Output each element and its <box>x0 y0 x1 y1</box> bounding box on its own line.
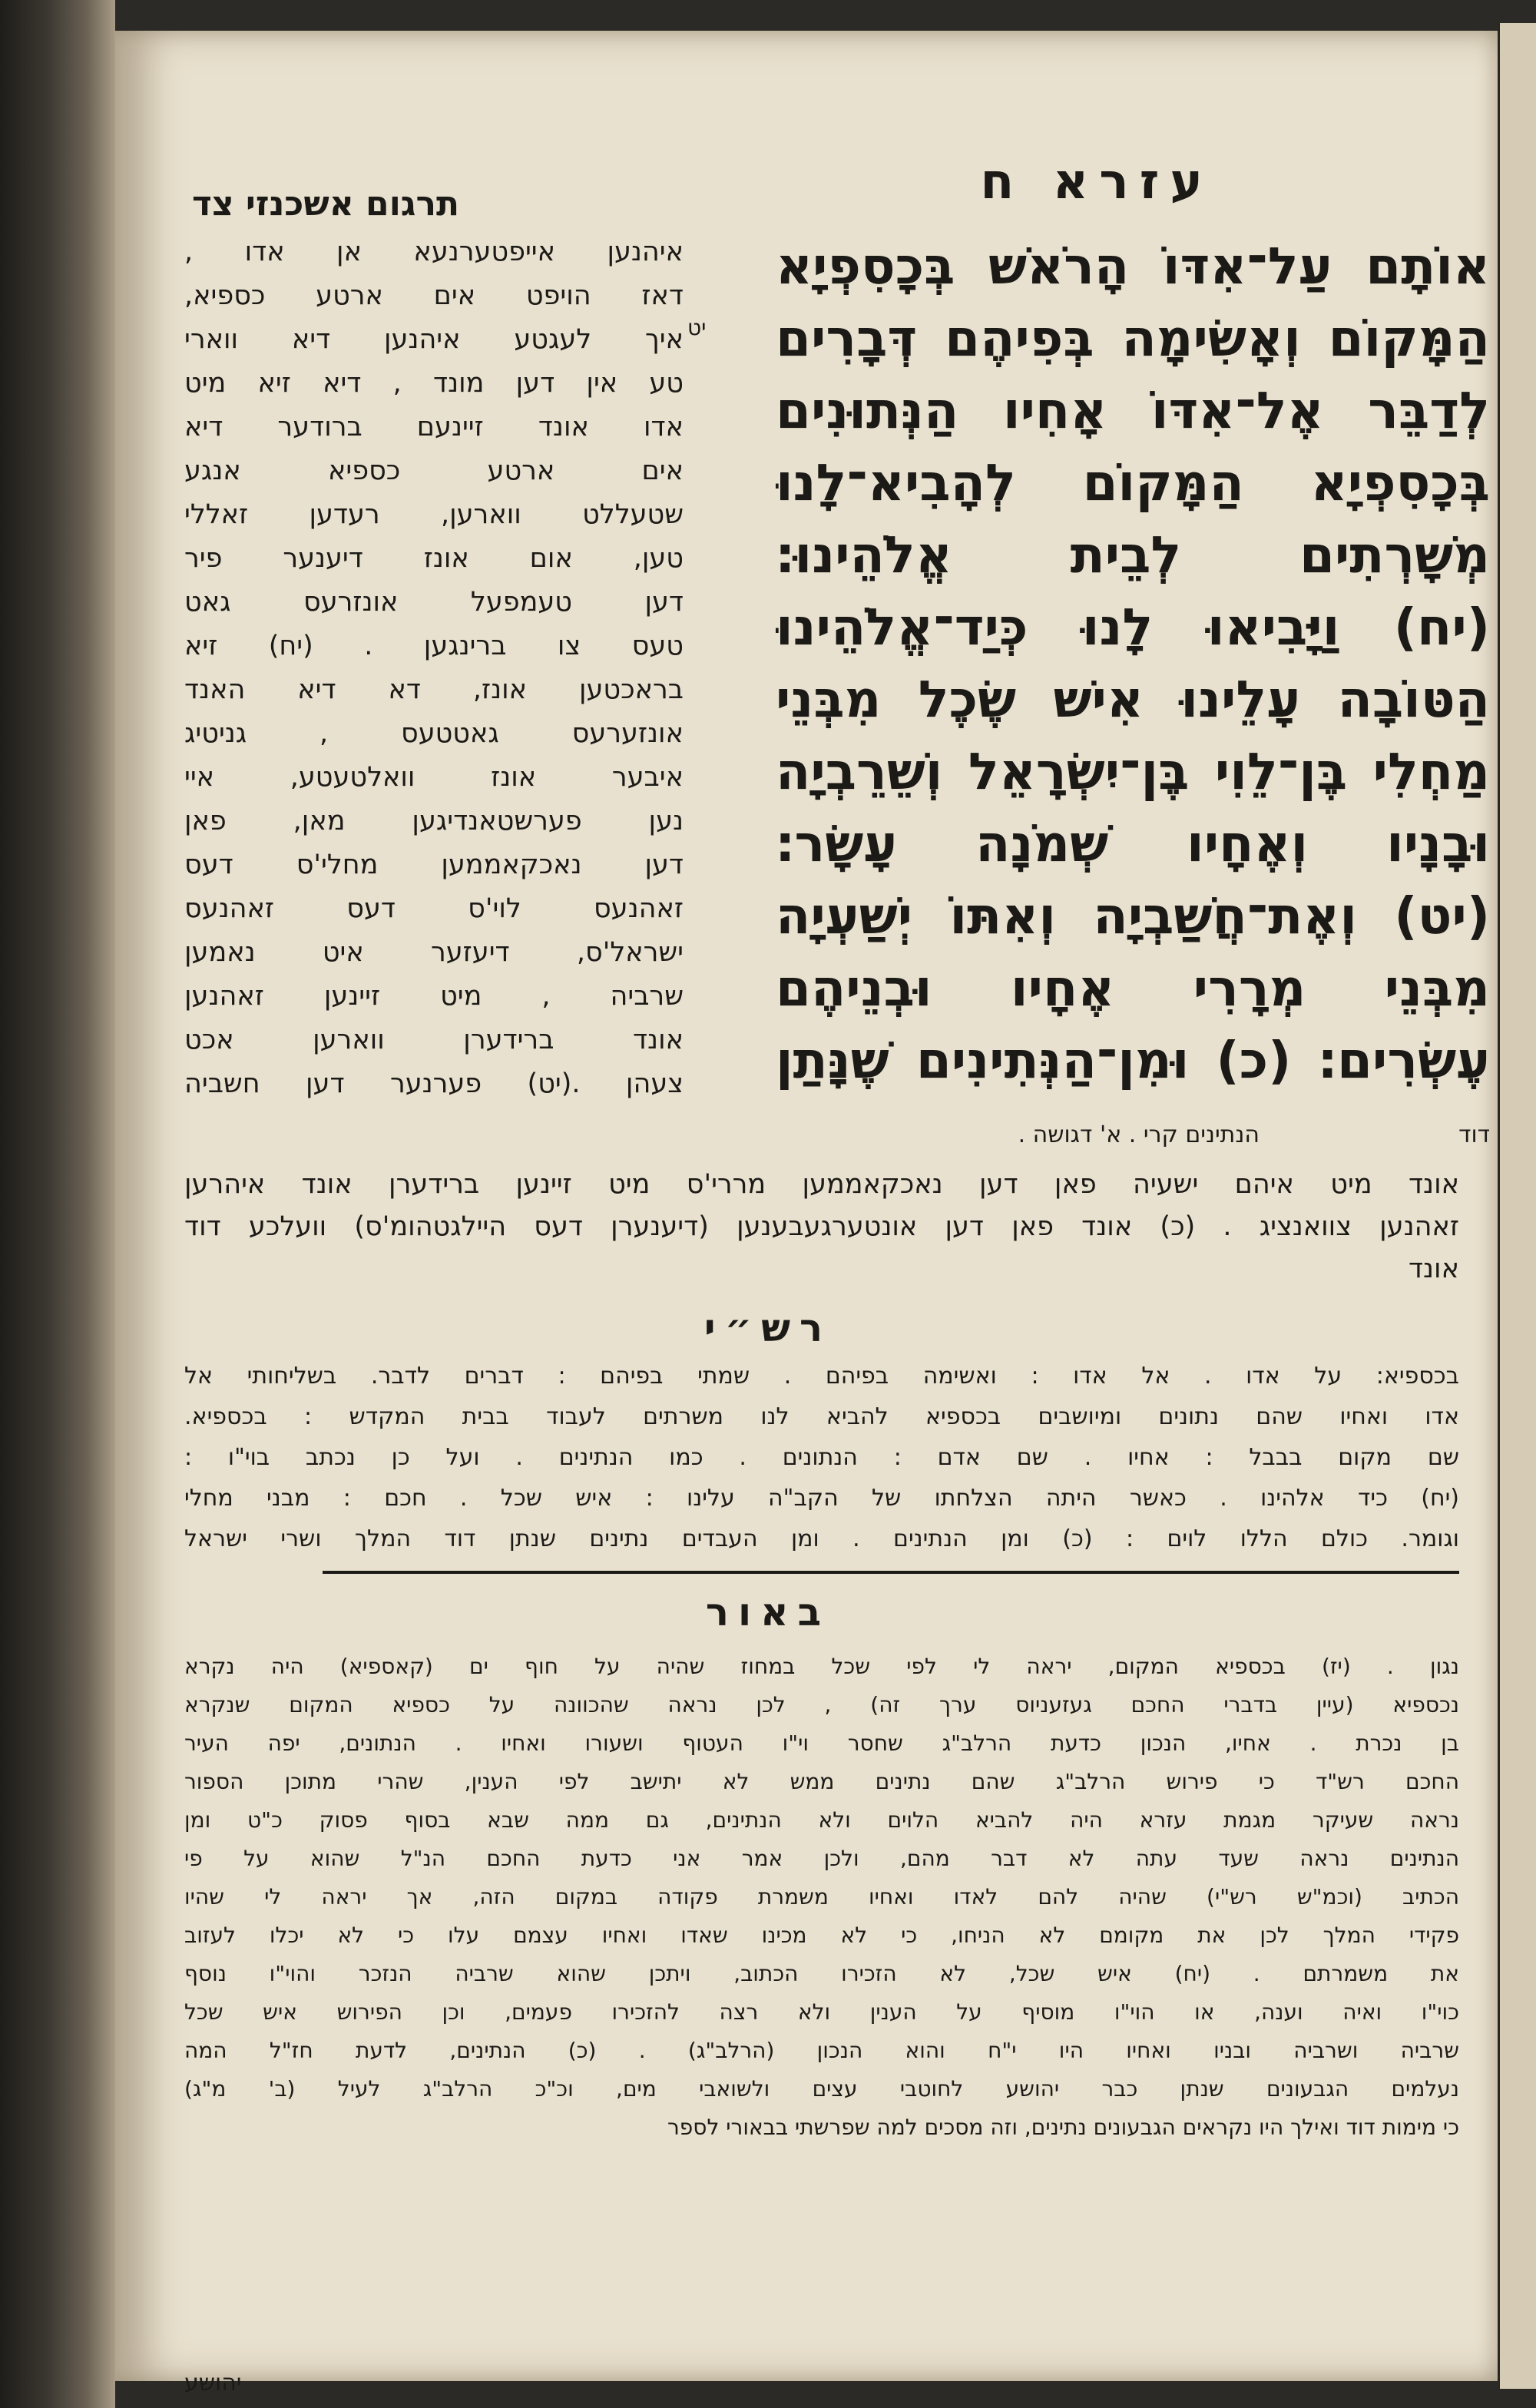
biur-line: שרביה ושרביה ובניו ואחיו היו י"ח והוא הנכון (הרלב"ג) . (כ) הנתינים, לדעת חז"ל המה <box>184 2038 1459 2063</box>
biur-line: נגון . (יז) בכספיא המקום, יראה לי לפי שכל במחוז שהיה על חוף ים (קאספיא) היה נקרא <box>184 1654 1459 1679</box>
biur-line: החכם רש"ד כי פירוש הרלב"ג שהם נתינים ממש לא יתישב לפי הענין, שהרי מתוכן הספור <box>184 1769 1459 1794</box>
translation-line: שטעללט ווארען, רעדען זאללי <box>184 499 684 530</box>
biur-line: כי מימות דוד ואילך היו נקראים הגבעונים נתינים, וזה מסכים למה שפרשתי בבאורי לספר <box>667 2115 1459 2140</box>
main-text-line: לְדַבֵּר אֶל־אִדּוֹ אָחִיו הַנְּתוּנִים <box>776 381 1490 440</box>
translation-line: טען, אום אונז דיענער פיר <box>184 543 684 574</box>
translation-line: אונד מיט איהם ישעיה פאן דען נאכקאממען מררי'ס מיט זיינען ברידערן אונד איהרען <box>184 1169 1459 1200</box>
main-text-line: מִבְּנֵי מְרָרִי אֶחָיו וּבְנֵיהֶם <box>776 959 1490 1018</box>
translation-line: אונד ברידערן ווארען אכט <box>184 1025 684 1055</box>
main-text-line: (יט) וְאֶת־חֲשַׁבְיָה וְאִתּוֹ יְשַׁעְיָה <box>776 886 1490 946</box>
main-text-line: וּבָנָיו וְאֶחָיו שְׁמֹנָה עָשָׂר׃ <box>776 814 1490 873</box>
biur-line: נכספיא (עיין בדברי החכם געזעניוס ערך זה) , לכן נראה שהכוונה על כספיא המקום שנקרא <box>184 1692 1459 1717</box>
biur-line: נראה שעיקר מגמת עזרא היה להביא הלוים ולא הנתינים, גם ממה שבא בסוף פסוק כ"ט ומן <box>184 1807 1459 1833</box>
main-text-line: (יח) וַיָּבִיאוּ לָנוּ כְּיַד־אֱלֹהֵינוּ <box>776 598 1490 657</box>
catchword-note: דוד <box>1458 1121 1490 1148</box>
rashi-line: אדו ואחיו שהם נתונים ומיושבים בכספיא להביא לנו משרתים לעבוד בבית המקדש : בכספיא. <box>184 1403 1459 1430</box>
translation-line: טעס צו ברינגען . (יח) זיא <box>184 631 684 661</box>
biur-line: פקידי המלך לכן את מקומם לא הניחו, כי לא מכינו שאדו ואחיו עצמם עלו כי לא יכלו לעזוב <box>184 1923 1459 1948</box>
translation-line: אונד <box>1408 1254 1459 1284</box>
biur-title: באור <box>705 1590 831 1635</box>
rashi-commentary <box>184 1356 1459 1559</box>
translation-line: אונזערעס גאטטעס , גניטיג <box>184 718 684 749</box>
main-text-line: הַטּוֹבָה עָלֵינוּ אִישׁ שֶׂכֶל מִבְּנֵי <box>776 670 1490 729</box>
translation-continuation <box>184 1164 1459 1290</box>
main-text-line: מַחְלִי בֶּן־לֵוִי בֶּן־יִשְׂרָאֵל וְשֵׁרֵבְיָה <box>776 742 1490 801</box>
biur-line: נעלמים הגבעונים שנתן כבר יהושע לחוטבי עצים ולשואבי מים, וכ"כ הרלב"ג לעיל (ב' מ"ג) <box>184 2076 1459 2102</box>
rashi-line: בכספיא: על אדו . אל אדו : ואשימה בפיהם . שמתי בפיהם : דברים לדבר. בשליחותי אל <box>184 1363 1459 1389</box>
verse-marker: יט <box>687 315 707 340</box>
page-header-translation: תרגום אשכנזי צד <box>192 184 460 224</box>
biur-line: הכתיב (וכמ"ש רש"י) שהיה להם לאדו ואחיו משמרת פקודה במקום הזה, אך יראה לי שהיו <box>184 1884 1459 1910</box>
biur-line: בן נכרת . אחיו, הנכון כדעת הרלב"ג שחסר וי"ו העטוף ושעורו ואחיו . הנתונים, יפה העיר <box>184 1731 1459 1756</box>
section-divider <box>323 1571 1459 1574</box>
translation-line: נען פערשטאנדיגען מאן, פאן <box>184 806 684 836</box>
translation-line: שרביה , מיט זיינען זאהנען <box>184 981 684 1012</box>
translation-line: אדו אונד זיינעם ברודער דיא <box>184 412 684 442</box>
translation-line: דאז הויפט אים ארטע כספיא, <box>184 280 684 311</box>
translation-line: דען נאכקאממען מחלי'ס דעס <box>184 850 684 880</box>
translation-line: איהנען אייפטערנעא אן אדו , <box>184 237 684 267</box>
translation-line: אים ארטע כספיא אנגע <box>184 455 684 486</box>
book-spine <box>0 0 115 2408</box>
translation-line: צעהן .(יט) פערנער דען חשביה <box>184 1068 684 1099</box>
translation-line: דען טעמפעל אונזרעס גאט <box>184 587 684 618</box>
translation-line: בראכטען אונז, דא דיא האנד <box>184 674 684 705</box>
translation-line: טע אין דען מונד , דיא זיא מיט <box>184 368 684 399</box>
main-text-line: מְשָׁרְתִים לְבֵית אֱלֹהֵינוּ׃ <box>776 525 1490 585</box>
main-hebrew-text <box>776 230 1490 1097</box>
keri-note: הנתינים קרי . א' דגושה . <box>1018 1121 1260 1148</box>
rashi-line: (יח) כיד אלהינו . כאשר היתה הצלחתו של הקב"ה עלינו : איש שכל . חכם : מבני מחלי <box>184 1485 1459 1512</box>
main-text-line: בְּכָסִפְיָא הַמָּקוֹם לְהָבִיא־לָנוּ <box>776 453 1490 512</box>
translation-line: איבער אונז וואלטעטע, איי <box>184 762 684 793</box>
translation-column <box>184 230 684 1106</box>
biur-commentary <box>184 1648 1459 2147</box>
rashi-line: שם מקום בבבל : אחיו . שם אדם : הנתונים . כמו הנתינים . ועל כן נכתב בוי"ו : <box>184 1444 1459 1471</box>
main-text-line: הַמָּקוֹם וְאָשִׂימָה בְּפִיהֶם דְּבָרִים <box>776 309 1490 368</box>
translation-line: זאהנעס לוי'ס דעס זאהנעס <box>184 893 684 924</box>
biur-line: הנתינים נראה שעד עתה לא דבר מהם, ולכן אמר אני כדעת החכם הנ"ל שהוא על פי <box>184 1846 1459 1871</box>
rashi-title: רש״י <box>703 1306 833 1350</box>
biur-line: כוי"ו ואיה וענה, או הוי"ו מוסיף על הענין ולא רצה להזכירו פעמים, וכן הפירוש איש שכל <box>184 1999 1459 2025</box>
main-text-line: עֶשְׂרִים׃ (כ) וּמִן־הַנְּתִינִים שֶׁנָּתַן <box>776 1031 1490 1090</box>
catchword: יהושע <box>184 2370 242 2396</box>
page-header-book-chapter: עזרא ח <box>980 154 1213 210</box>
next-page-edge <box>1498 23 1536 2389</box>
translation-line: ישראל'ס, דיעזער איט נאמען <box>184 937 684 968</box>
main-text-line: אוֹתָם עַל־אִדּוֹ הָרֹאשׁ בְּכָסִפְיָא <box>776 237 1490 296</box>
translation-line: איך לעגטע איהנען דיא ווארי <box>184 324 684 355</box>
translation-line: זאהנען צוואנציג . (כ) אונד פאן דען אונטערגעבענען (דיענערן דעס היילגטהומ'ס) וועלכע דוד <box>184 1211 1459 1242</box>
rashi-line: וגומר. כולם הללו לוים : (כ) ומן הנתינים . ומן העבדים נתינים שנתן דוד המלך ושרי ישראל <box>184 1525 1459 1552</box>
biur-line: את משמרתם . (יח) איש שכל, לא הזכירו הכתוב, ויתכן שהוא שרביה הנזכר והוי"ו נוסף <box>184 1961 1459 1986</box>
